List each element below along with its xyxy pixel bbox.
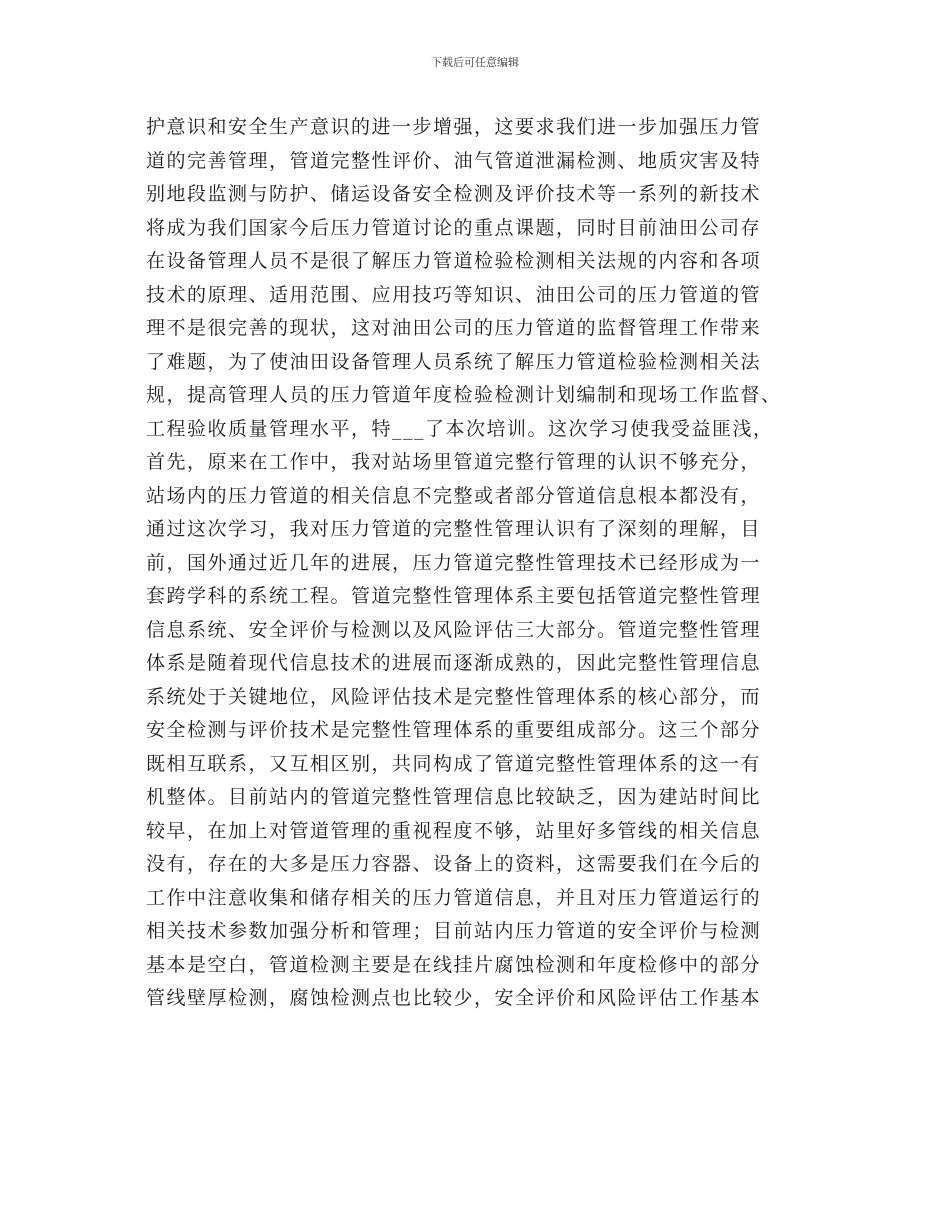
text-line: 工作中注意收集和储存相关的压力管道信息，并且对压力管道运行的 <box>146 886 762 909</box>
text-line: 相关技术参数加强分析和管理；目前站内压力管道的安全评价与检测 <box>146 920 762 942</box>
text-line: 规，提高管理人员的压力管道年度检验检测计划编制和现场工作监督、 <box>146 384 782 406</box>
text-line: 别地段监测与防护、储运设备安全检测及评价技术等一系列的新技术 <box>146 183 762 205</box>
text-line: 前，国外通过近几年的进展，压力管道完整性管理技术已经形成为一 <box>146 551 762 574</box>
text-line: 基本是空白，管道检测主要是在线挂片腐蚀检测和年度检修中的部分 <box>146 953 762 976</box>
text-line: 技术的原理、适用范围、应用技巧等知识、油田公司的压力管道的管 <box>146 283 762 306</box>
text-line: 机整体。目前站内的管道完整性管理信息比较缺乏，因为建站时间比 <box>146 786 762 808</box>
text-line: 站场内的压力管道的相关信息不完整或者部分管道信息根本都没有， <box>146 484 762 507</box>
text-line: 首先，原来在工作中，我对站场里管道完整行管理的认识不够充分， <box>146 451 762 473</box>
text-line: 没有，存在的大多是压力容器、设备上的资料，这需要我们在今后的 <box>146 853 762 875</box>
body-text <box>146 111 826 1016</box>
text-line: 安全检测与评价技术是完整性管理体系的重要组成部分。这三个部分 <box>146 719 762 741</box>
text-line: 管线壁厚检测，腐蚀检测点也比较少，安全评价和风险评估工作基本 <box>146 987 762 1009</box>
text-line: 较早，在加上对管道管理的重视程度不够，站里好多管线的相关信息 <box>146 819 762 842</box>
text-line: 系统处于关键地位，风险评估技术是完整性管理体系的核心部分，而 <box>146 685 762 708</box>
page-header: 下载后可任意编辑 <box>431 56 519 69</box>
text-line: 道的完善管理，管道完整性评价、油气管道泄漏检测、地质灾害及特 <box>146 149 762 172</box>
text-line: 工程验收质量管理水平，特___了本次培训。这次学习使我受益匪浅， <box>146 417 774 440</box>
text-line: 信息系统、安全评价与检测以及风险评估三大部分。管道完整性管理 <box>146 618 762 641</box>
text-line: 护意识和安全生产意识的进一步增强，这要求我们进一步加强压力管 <box>146 116 762 138</box>
text-line: 体系是随着现代信息技术的进展而逐渐成熟的，因此完整性管理信息 <box>146 652 762 674</box>
text-line: 既相互联系，又互相区别，共同构成了管道完整性管理体系的这一有 <box>146 752 762 775</box>
text-line: 将成为我们国家今后压力管道讨论的重点课题，同时目前油田公司存 <box>146 216 762 239</box>
text-line: 通过这次学习，我对压力管道的完整性管理认识有了深刻的理解，目 <box>146 518 762 540</box>
text-line: 在设备管理人员不是很了解压力管道检验检测相关法规的内容和各项 <box>146 250 762 272</box>
text-line: 理不是很完善的现状，这对油田公司的压力管道的监督管理工作带来 <box>146 317 762 339</box>
text-line: 套跨学科的系统工程。管道完整性管理体系主要包括管道完整性管理 <box>146 585 762 607</box>
text-line: 了难题，为了使油田设备管理人员系统了解压力管道检验检测相关法 <box>146 350 762 373</box>
